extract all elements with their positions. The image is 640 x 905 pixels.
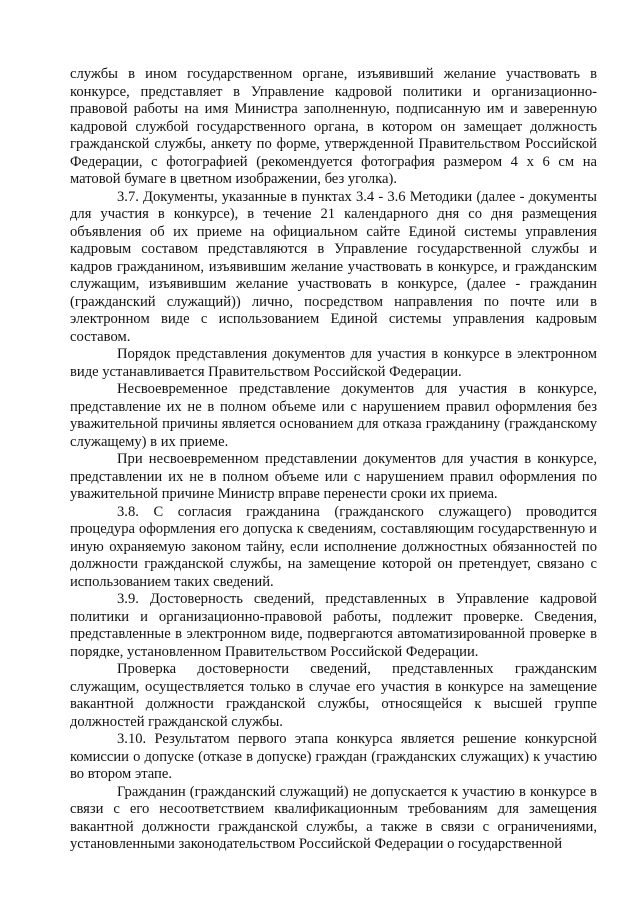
paragraph-valid-reason: При несвоевременном представлении документов для участия в конкурсе, представлении их не в полном объеме или с нарушением правил оформления по уважительной причине Министр вправе перенести сроки их приема. <box>70 451 597 502</box>
paragraph-untimely-submission: Несвоевременное представление документов для участия в конкурсе, представление их не в полном объеме или с нарушением правил оформления без уважительной причины является основанием для отказа гражданину (гражданскому служащему) в их приеме. <box>70 381 597 450</box>
document-page <box>70 66 597 854</box>
paragraph-3-8: 3.8. С согласия гражданина (гражданского служащего) проводится процедура оформления его допуска к сведениям, составляющим государственную и иную охраняемую законом тайну, если исполнение должностных обязанностей по должности гражданской службы, на замещение которой он претендует, связано с использованием таких сведений. <box>70 503 597 590</box>
paragraph-continuation: службы в ином государственном органе, изъявивший желание участвовать в конкурсе, представляет в Управление кадровой политики и организационно-правовой работы на имя Министра заполненную, подписанную им и заверенную кадровой службой государственного органа, в котором он замещает должность гражданской службы, анкету по форме, утвержденной Правительством Российской Федерации, с фотографией (рекомендуется фотография размером 4 х 6 см на матовой бумаге в цветном изображении, без уголка). <box>70 66 597 187</box>
paragraph-3-7: 3.7. Документы, указанные в пунктах 3.4 - 3.6 Методики (далее - документы для участия в конкурсе), в течение 21 календарного дня со дня размещения объявления об их приеме на официальном сайте Единой системы управления кадровым составом представляются в Управление государственной службы и кадров гражданином, изъявившим желание участвовать в конкурсе, и гражданским служащим, изъявившим желание участвовать в конкурсе, (далее - гражданин (гражданский служащий)) лично, посредством направления по почте или в электронном виде с использованием Единой системы управления кадровым составом. <box>70 188 597 345</box>
paragraph-3-10: 3.10. Результатом первого этапа конкурса является решение конкурсной комиссии о допуске (отказе в допуске) граждан (гражданских служащих) к участию во втором этапе. <box>70 731 597 782</box>
paragraph-electronic-procedure: Порядок представления документов для участия в конкурсе в электронном виде устанавливается Правительством Российской Федерации. <box>70 346 597 380</box>
paragraph-not-admitted: Гражданин (гражданский служащий) не допускается к участию в конкурсе в связи с его несоответствием квалификационным требованиям для замещения вакантной должности гражданской службы, а также в связи с ограничениями, установленными законодательством Российской Федерации о государственной <box>70 783 597 852</box>
paragraph-3-9: 3.9. Достоверность сведений, представленных в Управление кадровой политики и организационно-правовой работы, подлежит проверке. Сведения, представленные в электронном виде, подвергаются автоматизированной проверке в порядке, установленном Правительством Российской Федерации. <box>70 591 597 660</box>
paragraph-verification: Проверка достоверности сведений, представленных гражданским служащим, осуществляется только в случае его участия в конкурсе на замещение вакантной должности гражданской службы, относящейся к высшей группе должностей гражданской службы. <box>70 661 597 730</box>
